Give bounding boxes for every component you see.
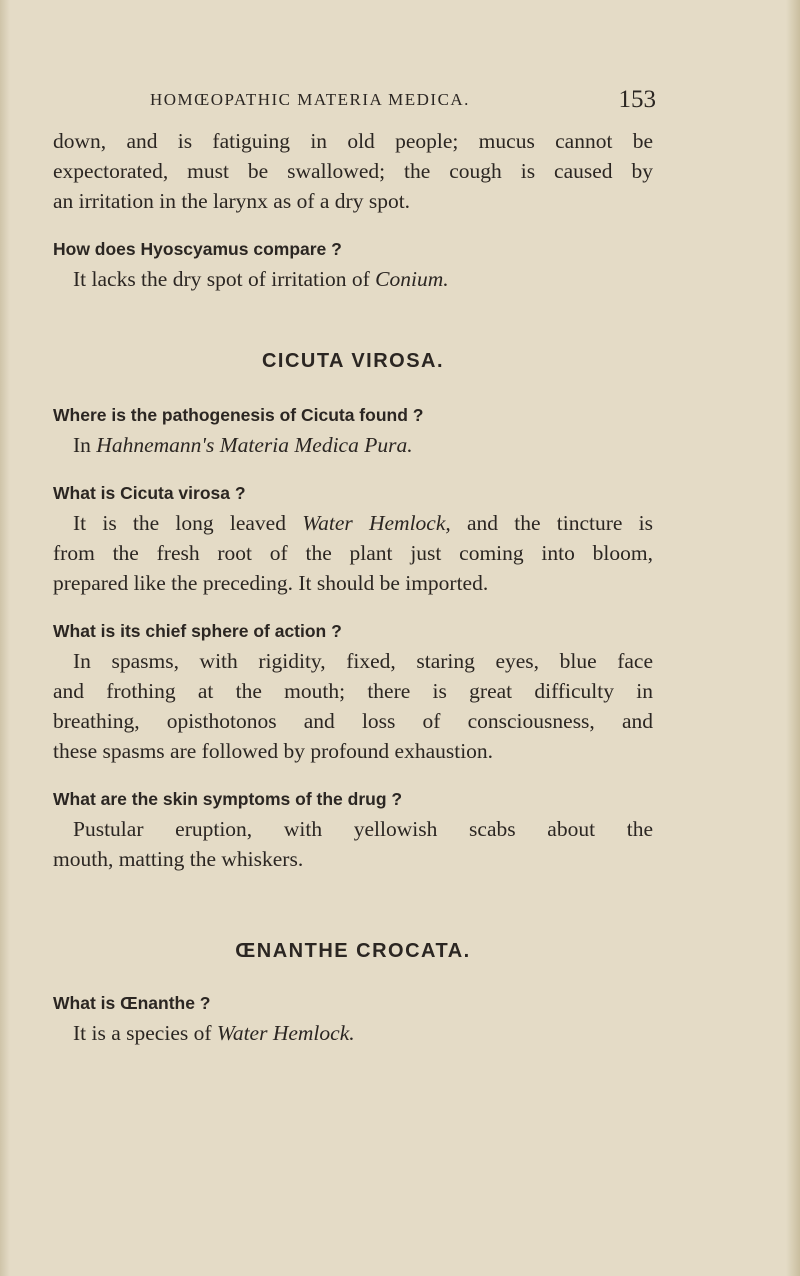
intro-line-1: down, and is fatiguing in old people; mucus cannot be (53, 129, 653, 153)
question-cicuta-skin: What are the skin symptoms of the drug ? (53, 789, 403, 809)
running-head (150, 86, 660, 116)
answer-text: It is the long leaved (73, 511, 303, 535)
intro-line-2: expectorated, must be swallowed; the cough is caused by (53, 159, 653, 183)
answer-italic: Water Hemlock, (302, 511, 451, 535)
running-title: HOMŒOPATHIC MATERIA MEDICA. (150, 90, 470, 109)
answer-italic: Hahnemann's Materia Medica Pura. (96, 433, 413, 457)
answer-text: It lacks the dry spot of irritation of (73, 267, 376, 291)
section-heading-cicuta: CICUTA VIROSA. (261, 350, 445, 372)
page-edge-left (0, 0, 10, 1276)
question-hyoscyamus: How does Hyoscyamus compare ? (53, 239, 342, 259)
answer-cicuta-sphere-line-2: and frothing at the mouth; there is great difficulty in (53, 679, 653, 703)
answer-cicuta-what-line-3: prepared like the preceding. It should be imported. (53, 571, 489, 595)
answer-italic: Conium. (375, 267, 449, 291)
answer-cicuta-sphere-line-4: these spasms are followed by profound exhaustion. (53, 739, 494, 763)
answer-text: In (73, 433, 97, 457)
answer-text: It is a species of (73, 1021, 217, 1045)
answer-italic: Water Hemlock. (216, 1021, 355, 1045)
answer-cicuta-sphere-line-3: breathing, opisthotonos and loss of consciousness, and (53, 709, 653, 733)
section-heading-oenanthe: ŒNANTHE CROCATA. (235, 940, 471, 962)
question-cicuta-what: What is Cicuta virosa ? (53, 483, 246, 503)
intro-line-3: an irritation in the larynx as of a dry spot. (53, 189, 411, 213)
page-body (53, 126, 653, 1048)
answer-oenanthe (53, 1018, 653, 1048)
answer-hyoscyamus (53, 264, 653, 294)
answer-cicuta-sphere-line-1: In spasms, with rigidity, fixed, staring eyes, blue face (73, 649, 653, 673)
answer-cicuta-pathogenesis (53, 430, 653, 460)
answer-cicuta-skin-line-2: mouth, matting the whiskers. (53, 847, 304, 871)
question-cicuta-pathogenesis: Where is the pathogenesis of Cicuta found ? (53, 405, 424, 425)
question-cicuta-sphere: What is its chief sphere of action ? (53, 621, 342, 641)
page-number: 153 (618, 86, 656, 113)
answer-cicuta-skin-line-1: Pustular eruption, with yellowish scabs about the (73, 817, 653, 841)
page-edge-right (786, 0, 800, 1276)
question-oenanthe: What is Œnanthe ? (53, 993, 211, 1013)
answer-text: and the tincture is (450, 511, 653, 535)
answer-cicuta-what-line-1 (53, 508, 653, 538)
answer-cicuta-what-line-2: from the fresh root of the plant just coming into bloom, (53, 541, 653, 565)
